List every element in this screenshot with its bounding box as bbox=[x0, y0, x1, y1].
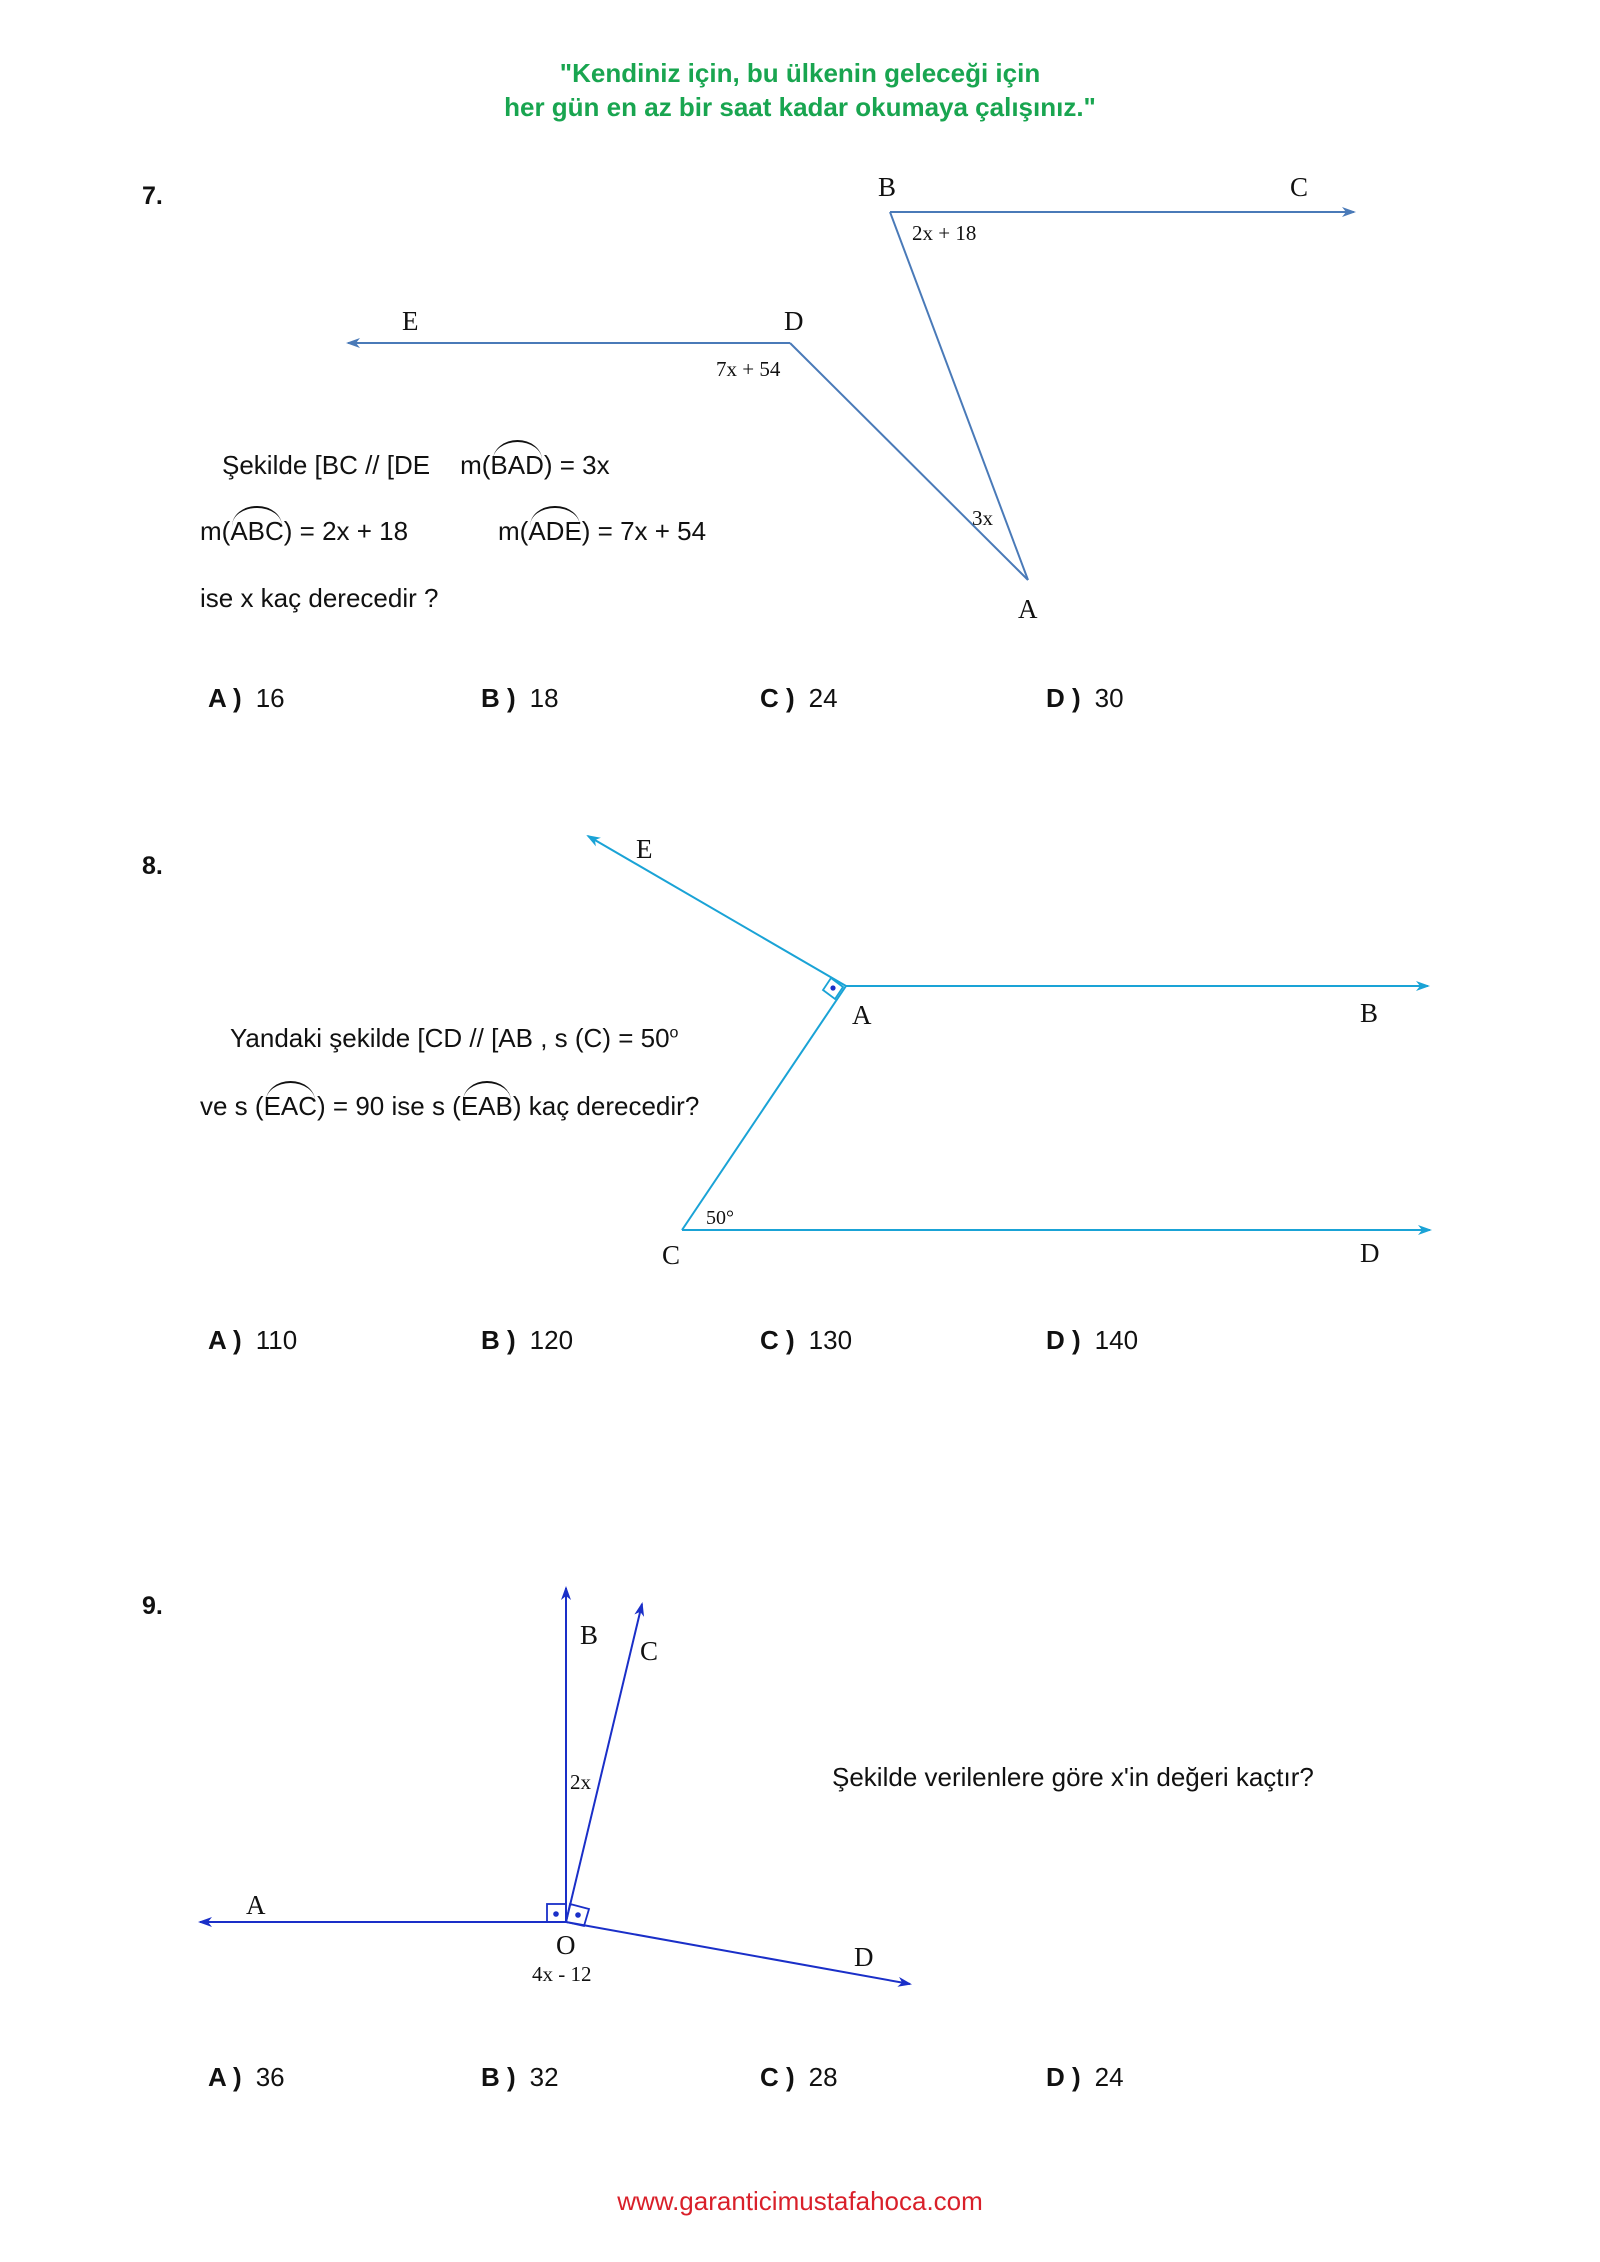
q7-point-b: B bbox=[878, 172, 897, 202]
motto-line-1: "Kendiniz için, bu ülkenin geleceği için bbox=[559, 58, 1041, 88]
q7-choice-a[interactable]: A ) 16 bbox=[208, 683, 285, 713]
motto-line-2: her gün en az bir saat kadar okumaya çalışınız." bbox=[504, 92, 1096, 122]
q8-point-e: E bbox=[636, 834, 653, 864]
q9-point-b: B bbox=[580, 1620, 599, 1650]
q9-angle-aod-label: 4x - 12 bbox=[532, 1962, 592, 1986]
segment-da bbox=[790, 343, 1028, 580]
q8-point-c: C bbox=[662, 1240, 681, 1270]
q7-point-c: C bbox=[1290, 172, 1309, 202]
q8-figure bbox=[588, 836, 1430, 1230]
q9-point-o: O bbox=[556, 1930, 576, 1960]
q9-point-c: C bbox=[640, 1636, 659, 1666]
q7-point-a: A bbox=[1018, 594, 1038, 624]
q9-choice-a[interactable]: A ) 36 bbox=[208, 2062, 285, 2092]
segment-ba bbox=[890, 212, 1028, 580]
q7-point-e: E bbox=[402, 306, 419, 336]
question-8-number: 8. bbox=[142, 852, 163, 880]
q7-given-line-2b: m(ADE) = 7x + 54 bbox=[498, 516, 707, 546]
q7-question-text: ise x kaç derecedir ? bbox=[200, 583, 439, 613]
q8-choice-a[interactable]: A ) 110 bbox=[208, 1325, 298, 1355]
q8-angle-c-label: 50° bbox=[706, 1207, 734, 1229]
q7-angle-bad-label: 3x bbox=[972, 506, 993, 530]
segment-ac bbox=[682, 986, 846, 1230]
q9-point-a: A bbox=[246, 1890, 266, 1920]
q7-choice-d[interactable]: D ) 30 bbox=[1046, 683, 1124, 713]
q9-choice-d[interactable]: D ) 24 bbox=[1046, 2062, 1124, 2092]
q8-point-d: D bbox=[1360, 1238, 1380, 1268]
q7-choice-c[interactable]: C ) 24 bbox=[760, 683, 838, 713]
q8-point-a: A bbox=[852, 1000, 872, 1030]
q9-choice-c[interactable]: C ) 28 bbox=[760, 2062, 838, 2092]
q7-given-line-1: Şekilde [BC // [DE m(BAD) = 3x bbox=[222, 450, 610, 480]
q8-given-line-2: ve s (EAC) = 90 ise s (EAB) kaç derecedir? bbox=[200, 1091, 700, 1121]
q7-given-line-2a: m(ABC) = 2x + 18 bbox=[200, 516, 409, 546]
q8-choice-b[interactable]: B ) 120 bbox=[481, 1325, 574, 1355]
q8-choice-d[interactable]: D ) 140 bbox=[1046, 1325, 1139, 1355]
ray-ae bbox=[588, 836, 846, 986]
q9-angle-boc-label: 2x bbox=[570, 1770, 591, 1794]
footer-website-link[interactable]: www.garanticimustafahoca.com bbox=[617, 2186, 983, 2216]
ray-oc bbox=[566, 1604, 642, 1922]
q8-choice-c[interactable]: C ) 130 bbox=[760, 1325, 853, 1355]
q8-point-b: B bbox=[1360, 998, 1379, 1028]
question-9-number: 9. bbox=[142, 1592, 163, 1620]
q7-choice-b[interactable]: B ) 18 bbox=[481, 683, 559, 713]
q7-point-d: D bbox=[784, 306, 804, 336]
q7-angle-ade-label: 7x + 54 bbox=[716, 357, 781, 381]
q9-choice-b[interactable]: B ) 32 bbox=[481, 2062, 559, 2092]
question-7-number: 7. bbox=[142, 182, 163, 210]
q8-given-line-1: Yandaki şekilde [CD // [AB , s $(C) = 50^o$ bbox=[230, 1023, 679, 1053]
q7-angle-abc-label: 2x + 18 bbox=[912, 221, 977, 245]
q9-point-d: D bbox=[854, 1942, 874, 1972]
q9-question-text: Şekilde verilenlere göre x'in değeri kaçtır? bbox=[832, 1762, 1314, 1792]
q9-figure bbox=[200, 1588, 910, 1984]
